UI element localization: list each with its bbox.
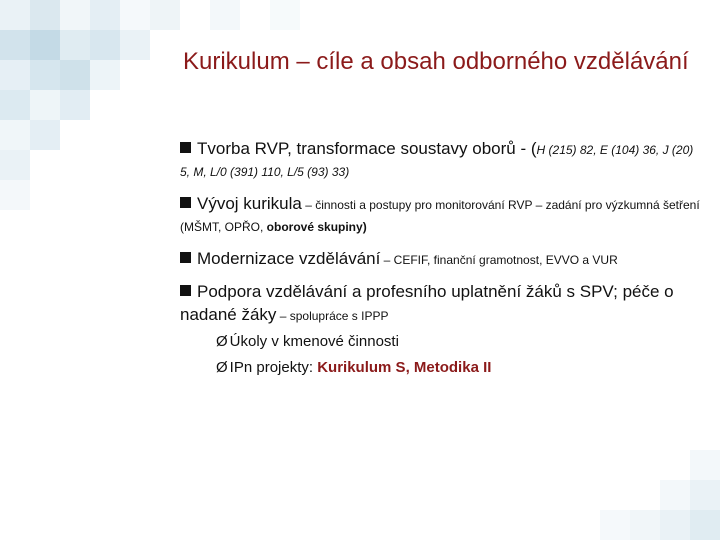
arrow-bullet-icon: Ø [216,359,228,376]
subitem-highlight: Kurikulum S, Metodika II [317,359,492,376]
bullet-modernizace [180,248,700,271]
bullet-list [180,138,700,381]
bullet-detail-text: – spolupráce s IPPP [276,309,389,323]
bullet-main-text: Vývoj kurikula [197,194,302,213]
bullet-kurikulum [180,193,700,238]
subitem-ipn [216,355,700,381]
bullet-main-text: Tvorba RVP, transformace soustavy oborů - ( [197,139,537,158]
subitem-ukoly [216,329,700,355]
bottom-right-tiles [600,450,720,540]
square-bullet-icon [180,285,191,296]
bullet-podpora [180,281,700,327]
bullet-detail-bold-text: oborové skupiny) [266,220,367,234]
bullet-detail-text: H (215) 82, E (104) 36, J (20) 5, M, L/0 (391) 110, L/5 (93) 33) [180,143,694,179]
bullet-main-text: Podpora vzdělávání a profesního uplatnění žáků s SPV; péče o nadané žáky [180,282,674,324]
bullet-detail-text: – činnosti a postupy pro monitorování RVP – zadání pro výzkumná šetření (MŠMT, OPŘO, [180,198,700,234]
subitem-prefix: IPn projekty: [229,359,318,376]
arrow-bullet-icon: Ø [216,333,228,350]
bullet-main-text: Modernizace vzdělávání [197,249,381,268]
square-bullet-icon [180,142,191,153]
square-bullet-icon [180,197,191,208]
slide-title: Kurikulum – cíle a obsah odborného vzdělávání [183,48,689,75]
bullet-rvp [180,138,700,183]
bullet-detail-text: – CEFIF, finanční gramotnost, EVVO a VUR [380,253,618,267]
subitem-text: Úkoly v kmenové činnosti [229,333,399,350]
square-bullet-icon [180,252,191,263]
